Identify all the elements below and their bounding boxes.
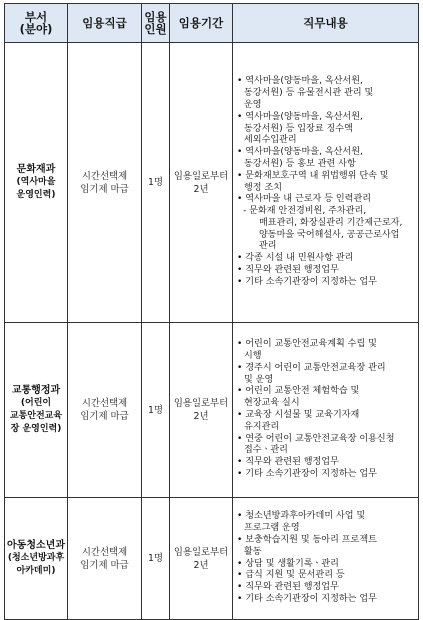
rank-cell: 시간선택제 임기제 마급 (68, 323, 142, 498)
duty-line: • 교육장 시설물 및 교육기자재 (237, 410, 360, 420)
header-rank (68, 4, 142, 43)
duty-line: • 각종 시설 내 민원사항 관리 (237, 253, 354, 264)
duty-line: • 역사마을(양동마을, 옥산서원, (237, 76, 363, 87)
duties-list (237, 511, 416, 605)
duty-line: • 경주시 어린이 교통안전교육장 관리 (237, 362, 386, 373)
count-cell: 1명 (142, 498, 170, 620)
header-dept-text: 부서 (분야) (19, 10, 53, 36)
duty-line: 프로그램 운영 (244, 523, 300, 534)
duty-line: • 직무와 관련된 행정업무 (237, 457, 339, 468)
duty-line: 관리 (259, 241, 277, 252)
duties-list (237, 76, 416, 288)
dept-name: 문화재과 (16, 164, 56, 175)
dept-cell (5, 498, 68, 620)
duty-line: 시행 (244, 351, 262, 362)
period-cell: 임용일로부터 2년 (170, 43, 233, 323)
table-row (5, 43, 419, 323)
duty-line: • 문화재보호구역 내 위법행위 단속 및 (237, 170, 389, 181)
duty-line: • 급식 지원 및 문서관리 등 (237, 570, 345, 581)
header-duties-text: 직무내용 (303, 16, 348, 30)
duty-line: • 기타 소속기관장이 지정하는 업무 (237, 468, 377, 479)
duty-line: • 보충학습지원 및 동아리 프로젝트 (237, 534, 377, 545)
rank-cell: 시간선택제 임기제 마급 (68, 43, 142, 323)
count-cell: 1명 (142, 323, 170, 498)
dept-cell (5, 43, 68, 323)
duty-line: 양동마을 국어해설사, 공공근로사업 (259, 229, 400, 240)
duty-line: • 어린이 교통안전 체험학습 및 (237, 386, 360, 397)
duty-line: 유지관리 (244, 421, 280, 432)
table-row (5, 323, 419, 498)
duty-line: 활동 (244, 546, 262, 557)
duties-cell (233, 498, 419, 620)
duty-line: - 문화재 안전경비원, 주차관리, (243, 206, 367, 217)
header-dept (5, 4, 68, 43)
recruitment-table (4, 3, 419, 620)
header-period-text: 임용기간 (178, 16, 224, 30)
duty-line: 및 운영 (244, 374, 274, 385)
duty-line: 운영 (244, 99, 262, 110)
duty-line: • 직무와 관련된 행정업무 (237, 265, 339, 276)
duty-line: • 직무와 관련된 행정업무 (237, 582, 339, 593)
duty-line: 매표관리, 화장실관리 기간제근로자, (259, 217, 403, 228)
table-body (5, 43, 419, 620)
duties-cell (233, 43, 419, 323)
recruitment-table-container (4, 3, 418, 620)
dept-sub: (청소년방과후 아카데미) (7, 553, 65, 576)
period-cell: 임용일로부터 2년 (170, 323, 233, 498)
dept-name: 교통행정과 (11, 385, 61, 396)
duty-line: 행정 조치 (244, 182, 283, 193)
header-count-text: 임용 인원 (144, 10, 167, 36)
duty-line: 동강서원) 등 홍보 관련 사항 (244, 158, 356, 169)
duty-line: • 역사마을 내 근로자 등 인력관리 (237, 194, 372, 205)
dept-name: 아동청소년과 (7, 540, 65, 551)
duty-line: • 기타 소속기관장이 지정하는 업무 (237, 276, 377, 287)
duty-line: • 연중 어린이 교통안전교육장 이용신청 (237, 433, 395, 444)
duty-line: • 상담 및 생활기록ㆍ관리 (237, 558, 339, 569)
duty-line: • 어린이 교통안전교육계획 수립 및 (237, 339, 377, 350)
duty-line: 동강서원) 등 유물전시관 관리 및 (244, 88, 374, 99)
duty-line: 현장교육 실시 (244, 398, 300, 409)
table-row (5, 498, 419, 620)
duty-line: • 기타 소속기관장이 지정하는 업무 (237, 593, 377, 604)
rank-cell: 시간선택제 임기제 마급 (68, 498, 142, 620)
duties-cell (233, 323, 419, 498)
duties-list (237, 339, 416, 481)
dept-sub: (역사마을 운영인력) (16, 177, 56, 200)
duty-line: • 역사마을(양동마을, 옥산서원, (237, 147, 363, 158)
duty-line: 세외수입관리 (244, 135, 297, 146)
period-cell: 임용일로부터 2년 (170, 498, 233, 620)
count-cell: 1명 (142, 43, 170, 323)
header-period (170, 4, 233, 43)
dept-cell (5, 323, 68, 498)
dept-sub: (어린이 교통안전교육 장 운영인력) (9, 398, 63, 434)
duty-line: • 역사마을(양동마을, 옥산서원, (237, 111, 363, 122)
header-row (5, 4, 419, 43)
duty-line: • 청소년방과후아카데미 사업 및 (237, 511, 366, 522)
duty-line: 접수ㆍ관리 (244, 445, 288, 456)
header-count (142, 4, 170, 43)
header-rank-text: 임용직급 (82, 16, 127, 30)
duty-line: 동강서원) 등 입장료 징수액 (244, 123, 353, 134)
header-duties (233, 4, 419, 43)
